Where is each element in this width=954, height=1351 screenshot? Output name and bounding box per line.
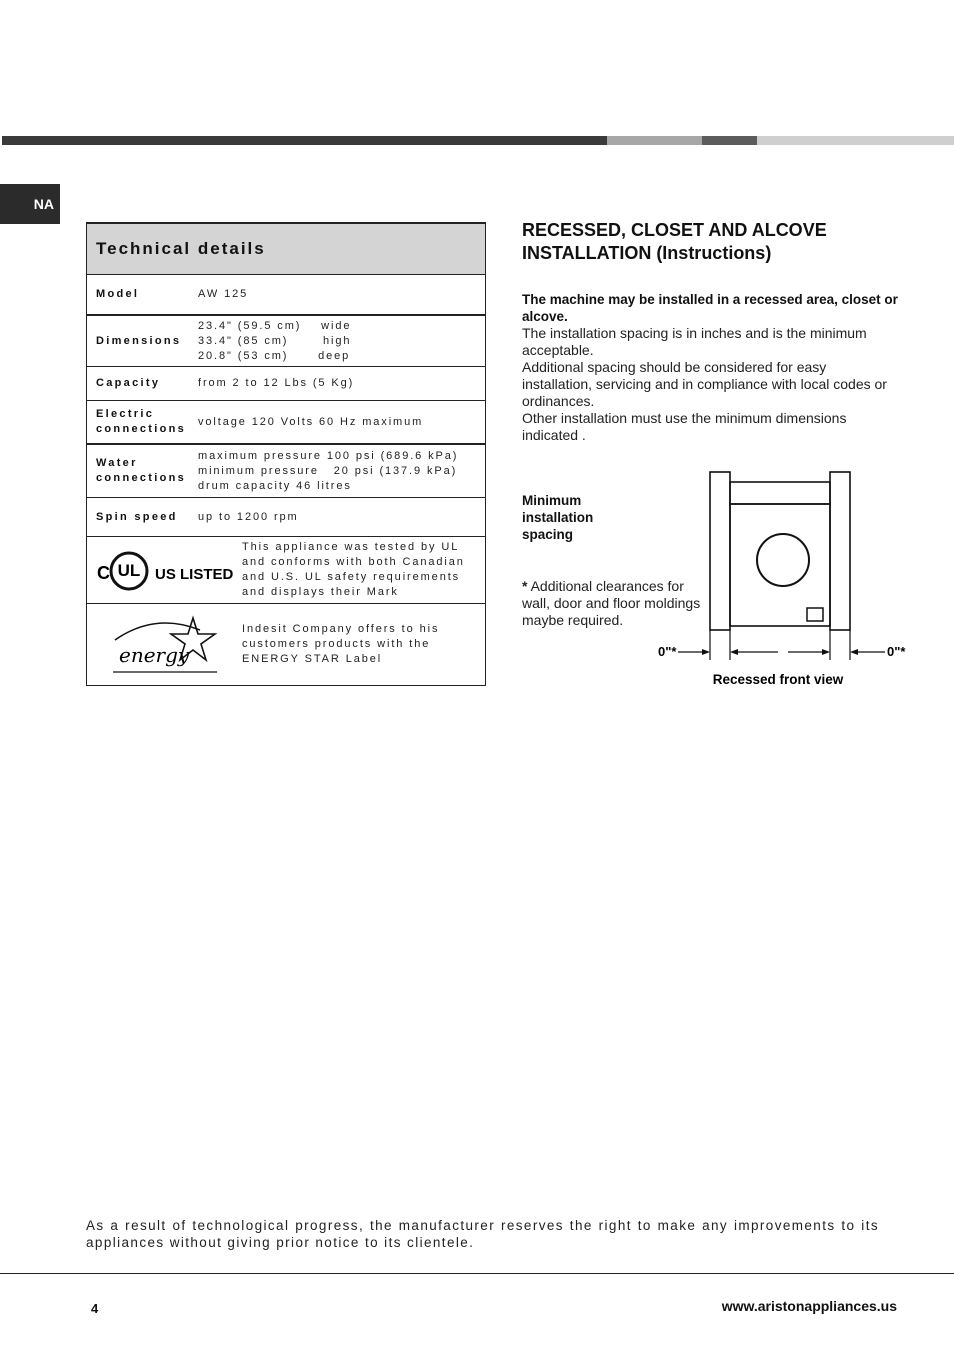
ul-certification-row <box>87 537 485 604</box>
energy-star-icon <box>105 610 225 680</box>
header-color-bar <box>2 136 954 145</box>
svg-text:C: C <box>96 563 110 583</box>
section-title: RECESSED, CLOSET AND ALCOVE INSTALLATION (Instructions) <box>522 220 827 263</box>
table-row <box>87 401 485 445</box>
bar-segment-dark <box>2 136 607 145</box>
row-value: from 2 to 12 Lbs (5 Kg) <box>198 377 355 389</box>
paragraph: Additional spacing should be considered for easy installation, servicing and in compliance with local codes or ordinances. <box>522 359 887 409</box>
bar-segment-light <box>607 136 702 145</box>
website-url: www.aristonappliances.us <box>721 1298 897 1314</box>
row-value: maximum pressure 100 psi (689.6 kPa) minimum pressure 20 psi (137.9 kPa) drum capacity 46 litres <box>198 449 459 492</box>
ul-listed-logo <box>87 545 242 595</box>
diagram-caption: Recessed front view <box>712 672 844 687</box>
region-tab: NA <box>0 184 60 224</box>
bar-segment-mid <box>702 136 757 145</box>
svg-text:energy: energy <box>118 642 189 667</box>
row-label: Electric connections <box>96 408 187 435</box>
section-lead: The machine may be installed in a recessed area, closet or alcove. <box>522 292 898 324</box>
table-row <box>87 367 485 401</box>
svg-text:US LISTED: US LISTED <box>154 566 233 583</box>
ul-description: This appliance was tested by UL and conforms with both Canadian and U.S. UL safety requirements and displays their Mark <box>242 541 465 598</box>
bar-segment-pale <box>757 136 954 145</box>
row-value: AW 125 <box>198 288 249 300</box>
row-value: 23.4" (59.5 cm) wide 33.4" (85 cm) high 20.8" (53 cm) deep <box>198 319 352 362</box>
footer-divider <box>0 1273 954 1274</box>
energy-star-logo <box>87 610 242 680</box>
table-row <box>87 445 485 498</box>
row-label: Capacity <box>96 377 161 389</box>
page-number: 4 <box>91 1301 99 1316</box>
minimum-spacing-label: Minimum installation spacing <box>522 493 594 542</box>
row-value: voltage 120 Volts 60 Hz maximum <box>198 415 424 428</box>
right-gap-label: 0"* <box>887 644 906 659</box>
table-title: Technical details <box>87 224 485 275</box>
row-value: up to 1200 rpm <box>198 510 299 523</box>
paragraph: Other installation must use the minimum dimensions indicated . <box>522 410 847 443</box>
left-gap-label: 0"* <box>658 644 677 659</box>
recessed-front-view-diagram <box>650 462 920 699</box>
table-row <box>87 315 485 367</box>
section-body <box>522 325 898 444</box>
table-row <box>87 275 485 315</box>
disclaimer: As a result of technological progress, the manufacturer reserves the right to make any improvements to its appliances without giving prior notice to its clientele. <box>86 1218 879 1250</box>
row-label: Model <box>96 288 140 300</box>
energy-star-description: Indesit Company offers to his customers products with the ENERGY STAR Label <box>242 623 440 665</box>
row-label: Dimensions <box>96 334 182 347</box>
ul-mark-icon <box>95 545 235 595</box>
paragraph: The installation spacing is in inches and is the minimum acceptable. <box>522 325 867 358</box>
asterisk: * <box>522 578 528 594</box>
energy-star-row <box>87 604 485 685</box>
washer-diagram <box>650 462 920 694</box>
clearance-text: Additional clearances for wall, door and floor moldings maybe required. <box>522 578 701 628</box>
svg-text:UL: UL <box>117 561 140 580</box>
table-row <box>87 498 485 537</box>
row-label: Water connections <box>96 457 187 484</box>
row-label: Spin speed <box>96 510 178 523</box>
technical-details-table <box>86 222 486 686</box>
